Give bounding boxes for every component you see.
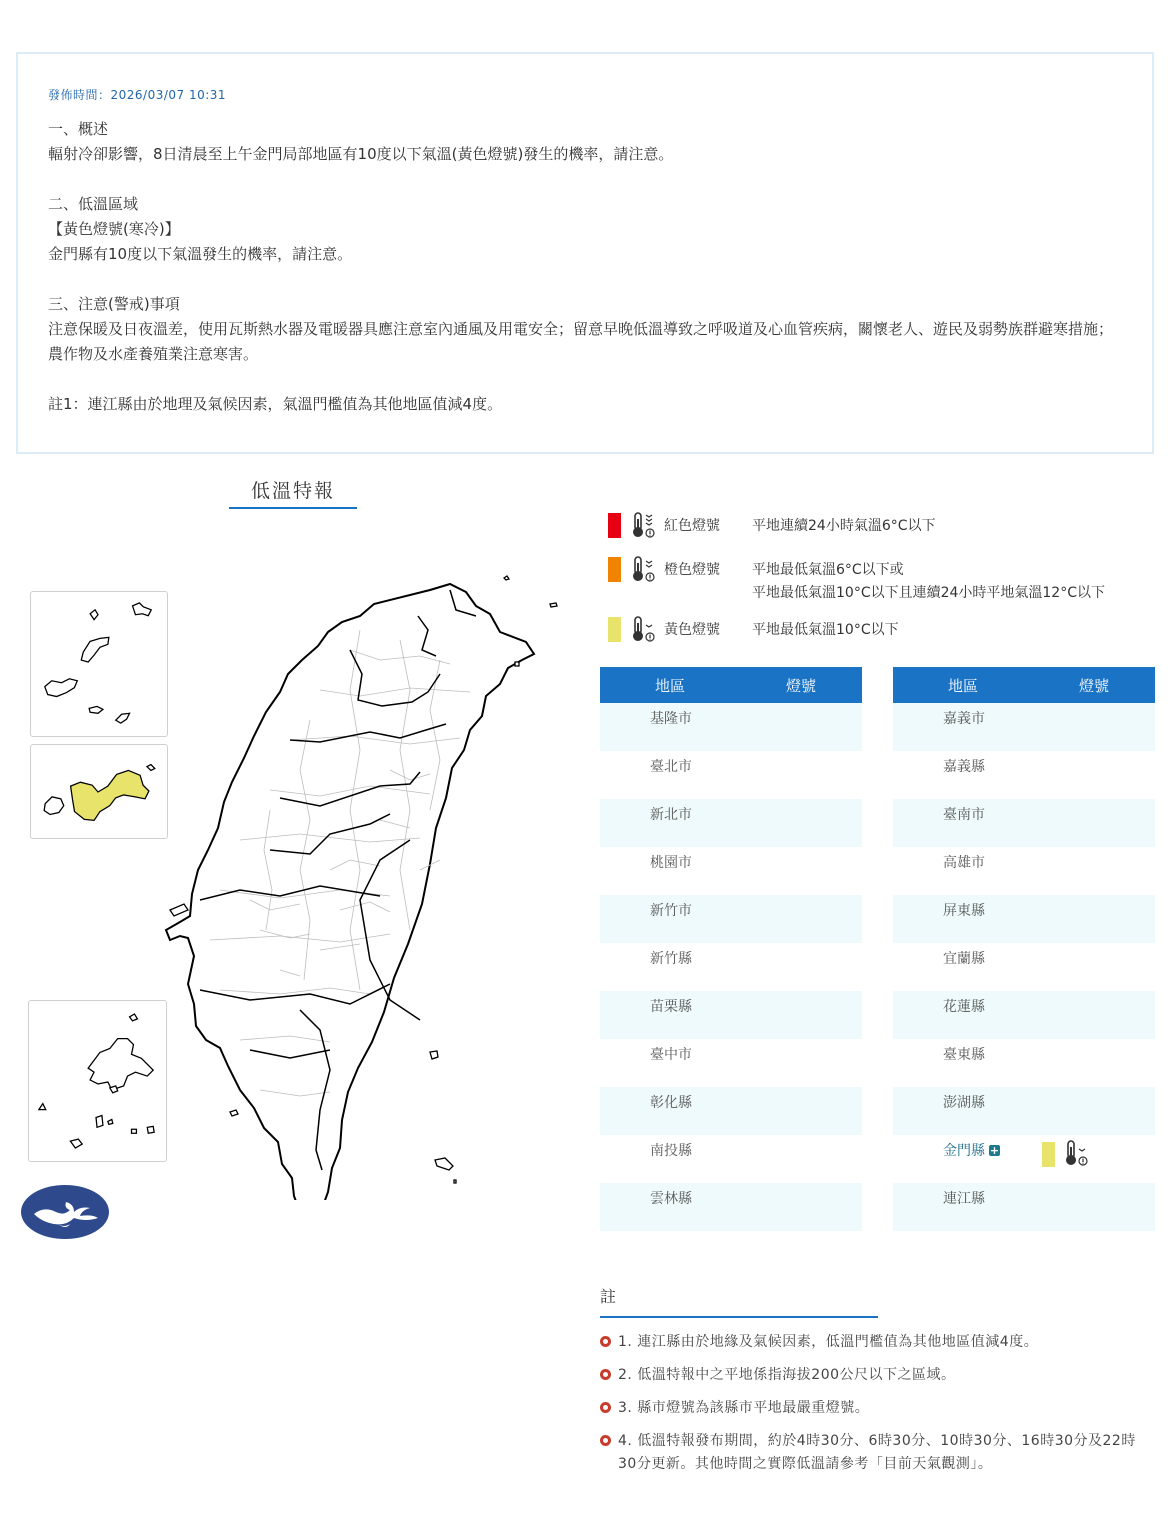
bullet-icon	[600, 1369, 611, 1380]
legend-yellow-desc	[752, 619, 899, 642]
legend-orange-desc	[752, 559, 1105, 605]
region-name: 嘉義市	[943, 711, 985, 727]
notes-title: 註	[600, 1284, 878, 1318]
section-caution	[48, 292, 1122, 367]
region-row	[893, 751, 1155, 799]
bullet-icon	[600, 1435, 611, 1446]
section-overview-body: 輻射冷卻影響，8日清晨至上午金門局部地區有10度以下氣溫(黃色燈號)發生的機率，請注意。	[48, 145, 674, 163]
kinmen-map	[31, 745, 167, 838]
region-row	[600, 943, 862, 991]
region-row	[600, 991, 862, 1039]
bullet-icon	[600, 1402, 611, 1413]
region-row	[600, 1039, 862, 1087]
region-name: 新竹市	[650, 903, 692, 919]
legend-red-desc	[752, 515, 936, 538]
taiwan-map-svg	[160, 570, 570, 1200]
region-row	[600, 703, 862, 751]
region-name: 雲林縣	[650, 1191, 692, 1207]
col-signal-header: 燈號	[1078, 676, 1109, 695]
legend-orange	[606, 554, 1166, 614]
region-name: 苗栗縣	[650, 999, 692, 1015]
legend-red-swatch	[608, 513, 621, 538]
lienchiang-map	[31, 592, 167, 736]
region-name: 連江縣	[943, 1191, 985, 1207]
region-row	[893, 1087, 1155, 1135]
region-table-left	[600, 667, 862, 1231]
region-row	[600, 847, 862, 895]
section-region-sub: 【黃色燈號(寒冷)】	[48, 220, 180, 238]
region-rows-left	[600, 703, 862, 1231]
region-row	[893, 703, 1155, 751]
section-region	[48, 192, 1122, 267]
issue-time: 發佈時間：2026/03/07 10:31	[48, 88, 227, 102]
note-text: 2. 低溫特報中之平地係指海拔200公尺以下之區域。	[618, 1367, 956, 1383]
inset-map-kinmen[interactable]	[30, 744, 168, 839]
taiwan-outline	[166, 584, 534, 1200]
inset-map-lienchiang[interactable]	[30, 591, 168, 737]
region-table-header	[893, 667, 1155, 703]
notes-section	[600, 1284, 1150, 1486]
region-row	[600, 799, 862, 847]
region-name: 澎湖縣	[943, 1095, 985, 1111]
warning-summary-box	[16, 52, 1154, 454]
region-name: 桃園市	[650, 855, 692, 871]
region-row	[600, 1087, 862, 1135]
region-name: 彰化縣	[650, 1095, 692, 1111]
note-item	[600, 1430, 1150, 1476]
region-name: 新北市	[650, 807, 692, 823]
section-note	[48, 392, 1122, 417]
map-title: 低溫特報	[229, 476, 357, 509]
signal-legend	[606, 510, 1166, 658]
region-row	[893, 847, 1155, 895]
region-name: 屏東縣	[943, 903, 985, 919]
region-name: 南投縣	[650, 1143, 692, 1159]
region-table-header	[600, 667, 862, 703]
legend-yellow-desc-line: 平地最低氣溫10°C以下	[752, 622, 899, 638]
region-row	[893, 943, 1155, 991]
legend-yellow-swatch	[608, 617, 621, 642]
legend-orange-desc-line-2: 平地最低氣溫10°C以下且連續24小時平地氣溫12°C以下	[752, 585, 1105, 601]
note-item	[600, 1364, 1150, 1387]
region-row	[893, 799, 1155, 847]
note-text: 3. 縣市燈號為該縣市平地最嚴重燈號。	[618, 1400, 870, 1416]
thermometer-cold-icon	[1063, 1139, 1089, 1167]
region-name-kinmen-text[interactable]: 金門縣	[943, 1143, 985, 1159]
signal-swatch-yellow	[1042, 1142, 1055, 1167]
region-row	[893, 991, 1155, 1039]
bullet-icon	[600, 1336, 611, 1347]
legend-red	[606, 510, 1166, 554]
legend-orange-desc-line-1: 平地最低氣溫6°C以下或	[752, 562, 904, 578]
section-caution-title: 三、注意(警戒)事項	[48, 295, 180, 313]
region-table-right	[893, 667, 1155, 1231]
legend-red-name: 紅色燈號	[664, 518, 720, 534]
section-caution-body: 注意保暖及日夜溫差，使用瓦斯熱水器及電暖器具應注意室內通風及用電安全；留意早晚低溫導致之呼吸道及心血管疾病，關懷老人、遊民及弱勢族群避寒措施；農作物及水產養殖業注意寒害。	[48, 320, 1114, 363]
region-name: 臺中市	[650, 1047, 692, 1063]
expand-plus-icon[interactable]: +	[989, 1144, 1000, 1157]
region-row	[600, 751, 862, 799]
col-region-header: 地區	[654, 676, 685, 695]
inset-map-penghu[interactable]	[28, 1000, 167, 1162]
col-region-header: 地區	[947, 676, 978, 695]
note-text: 1. 連江縣由於地緣及氣候因素，低溫門檻值為其他地區值減4度。	[618, 1334, 1039, 1350]
region-name-kinmen[interactable]	[943, 1140, 1000, 1160]
legend-yellow	[606, 614, 1166, 658]
thermometer-cold-icon	[630, 615, 656, 643]
region-rows-right	[893, 703, 1155, 1231]
region-row	[893, 1039, 1155, 1087]
legend-orange-name: 橙色燈號	[664, 562, 720, 578]
thermometer-cold-icon	[630, 555, 656, 583]
note-text: 4. 低溫特報發布期間，約於4時30分、6時30分、10時30分、16時30分及22時30分更新。其他時間之實際低溫請參考「目前天氣觀測」。	[618, 1433, 1136, 1472]
legend-yellow-name: 黃色燈號	[664, 622, 720, 638]
penghu-map	[29, 1001, 166, 1161]
legend-red-desc-line: 平地連續24小時氣溫6°C以下	[752, 518, 936, 534]
section-region-title: 二、低溫區域	[48, 195, 139, 213]
region-name: 臺南市	[943, 807, 985, 823]
note-item	[600, 1331, 1150, 1354]
section-region-body: 金門縣有10度以下氣溫發生的機率，請注意。	[48, 245, 353, 263]
region-row	[600, 1135, 862, 1183]
region-name: 臺北市	[650, 759, 692, 775]
region-name: 嘉義縣	[943, 759, 985, 775]
region-name: 臺東縣	[943, 1047, 985, 1063]
section-overview-title: 一、概述	[48, 120, 109, 138]
section-note-body: 註1：連江縣由於地理及氣候因素，氣溫門檻值為其他地區值減4度。	[48, 395, 503, 413]
region-name: 宜蘭縣	[943, 951, 985, 967]
region-name: 花蓮縣	[943, 999, 985, 1015]
col-signal-header: 燈號	[785, 676, 816, 695]
region-row	[600, 895, 862, 943]
region-name: 新竹縣	[650, 951, 692, 967]
region-row	[893, 895, 1155, 943]
region-name: 高雄市	[943, 855, 985, 871]
region-row	[600, 1183, 862, 1231]
legend-orange-swatch	[608, 557, 621, 582]
cwa-logo	[20, 1184, 110, 1240]
note-item	[600, 1397, 1150, 1420]
region-row-kinmen[interactable]	[893, 1135, 1155, 1183]
taiwan-county-map[interactable]	[160, 570, 570, 1200]
region-row	[893, 1183, 1155, 1231]
thermometer-cold-icon	[630, 511, 656, 539]
section-overview	[48, 117, 1122, 167]
region-name: 基隆市	[650, 711, 692, 727]
